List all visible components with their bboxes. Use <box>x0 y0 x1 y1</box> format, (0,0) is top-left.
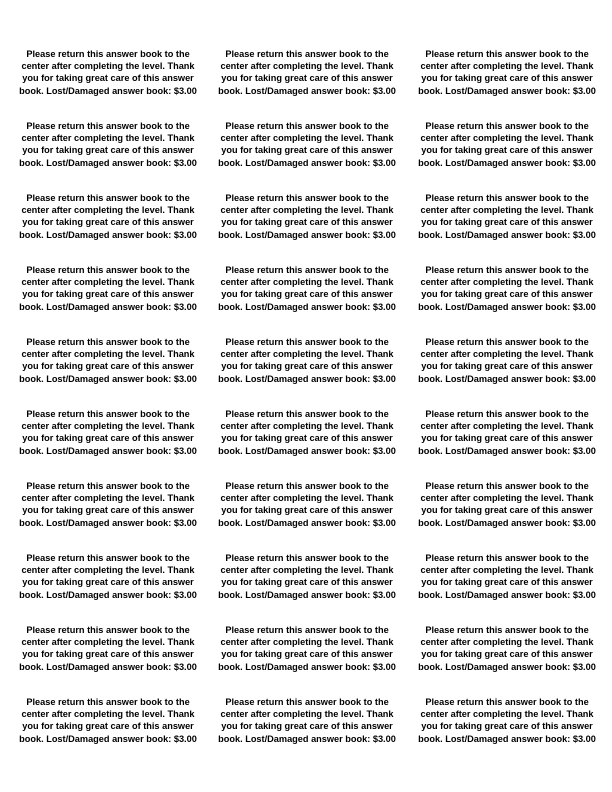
label-line-1: Please return this answer book to the <box>225 193 389 203</box>
label-text <box>414 624 600 673</box>
label-line-2: center after completing the level. Thank <box>220 205 394 216</box>
label-line-4: book. Lost/Damaged answer book: $3.00 <box>218 373 396 384</box>
label-line-3: you for taking great care of this answer <box>22 433 194 444</box>
label-text <box>214 552 400 601</box>
label-line-1: Please return this answer book to the <box>26 481 190 491</box>
label-line-1: Please return this answer book to the <box>425 409 589 419</box>
label-text <box>15 480 201 529</box>
label-line-1: Please return this answer book to the <box>225 49 389 59</box>
label-line-2: center after completing the level. Thank <box>21 349 195 360</box>
label-line-1: Please return this answer book to the <box>26 697 190 707</box>
label-line-2: center after completing the level. Thank <box>220 493 394 504</box>
label-line-4: book. Lost/Damaged answer book: $3.00 <box>218 157 396 168</box>
label-line-1: Please return this answer book to the <box>425 553 589 563</box>
answer-book-label <box>14 48 202 120</box>
answer-book-label <box>212 408 402 480</box>
label-line-3: you for taking great care of this answer <box>221 721 393 732</box>
label-line-1: Please return this answer book to the <box>425 49 589 59</box>
answer-book-label <box>212 48 402 120</box>
label-line-3: you for taking great care of this answer <box>421 577 593 588</box>
label-line-3: you for taking great care of this answer <box>421 721 593 732</box>
label-line-3: you for taking great care of this answer <box>221 289 393 300</box>
label-line-2: center after completing the level. Thank <box>220 421 394 432</box>
label-text <box>214 120 400 169</box>
label-line-1: Please return this answer book to the <box>425 481 589 491</box>
answer-book-label <box>14 336 202 408</box>
label-line-4: book. Lost/Damaged answer book: $3.00 <box>218 301 396 312</box>
answer-book-label <box>412 552 602 624</box>
label-line-3: you for taking great care of this answer <box>221 145 393 156</box>
answer-book-label <box>14 192 202 264</box>
label-line-1: Please return this answer book to the <box>26 553 190 563</box>
label-text <box>15 696 201 745</box>
label-line-1: Please return this answer book to the <box>26 121 190 131</box>
label-line-4: book. Lost/Damaged answer book: $3.00 <box>218 661 396 672</box>
label-line-2: center after completing the level. Thank <box>21 421 195 432</box>
answer-book-label <box>14 552 202 624</box>
label-line-1: Please return this answer book to the <box>26 193 190 203</box>
label-line-2: center after completing the level. Thank <box>21 205 195 216</box>
label-line-4: book. Lost/Damaged answer book: $3.00 <box>19 589 197 600</box>
answer-book-label <box>212 336 402 408</box>
label-line-4: book. Lost/Damaged answer book: $3.00 <box>19 157 197 168</box>
answer-book-label <box>212 696 402 768</box>
label-line-2: center after completing the level. Thank <box>420 61 594 72</box>
label-line-3: you for taking great care of this answer <box>22 505 194 516</box>
label-line-2: center after completing the level. Thank <box>220 277 394 288</box>
answer-book-label <box>412 408 602 480</box>
label-line-3: you for taking great care of this answer <box>22 73 194 84</box>
label-line-3: you for taking great care of this answer <box>421 73 593 84</box>
label-line-4: book. Lost/Damaged answer book: $3.00 <box>19 733 197 744</box>
label-text <box>15 408 201 457</box>
label-line-3: you for taking great care of this answer <box>22 361 194 372</box>
answer-book-label <box>14 120 202 192</box>
label-text <box>214 48 400 97</box>
label-line-4: book. Lost/Damaged answer book: $3.00 <box>218 229 396 240</box>
label-line-3: you for taking great care of this answer <box>221 577 393 588</box>
label-line-4: book. Lost/Damaged answer book: $3.00 <box>218 733 396 744</box>
label-line-1: Please return this answer book to the <box>26 265 190 275</box>
label-text <box>214 408 400 457</box>
label-line-4: book. Lost/Damaged answer book: $3.00 <box>418 85 596 96</box>
label-text <box>214 336 400 385</box>
label-line-1: Please return this answer book to the <box>225 625 389 635</box>
label-line-3: you for taking great care of this answer <box>421 433 593 444</box>
label-line-2: center after completing the level. Thank <box>220 709 394 720</box>
label-line-2: center after completing the level. Thank <box>21 277 195 288</box>
label-line-1: Please return this answer book to the <box>225 481 389 491</box>
label-line-3: you for taking great care of this answer <box>221 649 393 660</box>
label-line-1: Please return this answer book to the <box>425 121 589 131</box>
label-line-3: you for taking great care of this answer <box>221 433 393 444</box>
answer-book-label <box>412 120 602 192</box>
label-text <box>414 696 600 745</box>
label-line-3: you for taking great care of this answer <box>421 505 593 516</box>
label-text <box>214 696 400 745</box>
label-line-2: center after completing the level. Thank <box>220 565 394 576</box>
answer-book-label <box>412 336 602 408</box>
label-line-3: you for taking great care of this answer <box>421 217 593 228</box>
label-text <box>214 480 400 529</box>
label-text <box>15 192 201 241</box>
label-line-3: you for taking great care of this answer <box>221 73 393 84</box>
label-text <box>15 336 201 385</box>
label-text <box>414 264 600 313</box>
label-line-4: book. Lost/Damaged answer book: $3.00 <box>418 733 596 744</box>
answer-book-label <box>412 624 602 696</box>
label-text <box>15 552 201 601</box>
answer-book-label <box>412 48 602 120</box>
label-text <box>414 552 600 601</box>
label-text <box>214 624 400 673</box>
label-text <box>414 120 600 169</box>
label-line-4: book. Lost/Damaged answer book: $3.00 <box>218 517 396 528</box>
label-line-1: Please return this answer book to the <box>425 697 589 707</box>
label-line-1: Please return this answer book to the <box>26 337 190 347</box>
label-line-3: you for taking great care of this answer <box>22 649 194 660</box>
answer-book-label <box>212 120 402 192</box>
label-line-3: you for taking great care of this answer <box>421 361 593 372</box>
answer-book-label <box>14 480 202 552</box>
label-line-4: book. Lost/Damaged answer book: $3.00 <box>418 661 596 672</box>
label-line-2: center after completing the level. Thank <box>21 493 195 504</box>
answer-book-label <box>212 624 402 696</box>
label-line-4: book. Lost/Damaged answer book: $3.00 <box>19 229 197 240</box>
label-line-4: book. Lost/Damaged answer book: $3.00 <box>418 157 596 168</box>
label-line-1: Please return this answer book to the <box>225 697 389 707</box>
label-line-1: Please return this answer book to the <box>26 409 190 419</box>
label-line-4: book. Lost/Damaged answer book: $3.00 <box>19 445 197 456</box>
label-line-1: Please return this answer book to the <box>425 265 589 275</box>
label-line-3: you for taking great care of this answer <box>421 289 593 300</box>
label-line-2: center after completing the level. Thank <box>21 133 195 144</box>
label-line-4: book. Lost/Damaged answer book: $3.00 <box>418 589 596 600</box>
label-line-3: you for taking great care of this answer <box>221 505 393 516</box>
label-text <box>414 48 600 97</box>
label-text <box>15 48 201 97</box>
label-line-2: center after completing the level. Thank <box>220 133 394 144</box>
label-text <box>414 480 600 529</box>
label-line-4: book. Lost/Damaged answer book: $3.00 <box>19 661 197 672</box>
label-line-3: you for taking great care of this answer <box>22 577 194 588</box>
label-line-4: book. Lost/Damaged answer book: $3.00 <box>218 589 396 600</box>
label-line-3: you for taking great care of this answer <box>221 217 393 228</box>
label-line-1: Please return this answer book to the <box>425 337 589 347</box>
label-line-3: you for taking great care of this answer <box>421 649 593 660</box>
label-line-3: you for taking great care of this answer <box>421 145 593 156</box>
answer-book-label <box>14 696 202 768</box>
label-line-2: center after completing the level. Thank <box>420 493 594 504</box>
label-line-1: Please return this answer book to the <box>225 409 389 419</box>
label-line-4: book. Lost/Damaged answer book: $3.00 <box>19 85 197 96</box>
label-line-4: book. Lost/Damaged answer book: $3.00 <box>418 517 596 528</box>
label-line-3: you for taking great care of this answer <box>22 721 194 732</box>
label-text <box>414 336 600 385</box>
label-line-2: center after completing the level. Thank <box>220 349 394 360</box>
label-line-2: center after completing the level. Thank <box>220 61 394 72</box>
label-line-2: center after completing the level. Thank <box>420 349 594 360</box>
label-line-2: center after completing the level. Thank <box>220 637 394 648</box>
label-line-3: you for taking great care of this answer <box>22 217 194 228</box>
label-line-1: Please return this answer book to the <box>26 625 190 635</box>
label-line-1: Please return this answer book to the <box>225 121 389 131</box>
label-line-4: book. Lost/Damaged answer book: $3.00 <box>19 373 197 384</box>
label-line-4: book. Lost/Damaged answer book: $3.00 <box>218 85 396 96</box>
label-line-2: center after completing the level. Thank <box>21 61 195 72</box>
label-line-1: Please return this answer book to the <box>225 265 389 275</box>
answer-book-label <box>212 264 402 336</box>
answer-book-label <box>412 264 602 336</box>
answer-book-label <box>14 264 202 336</box>
answer-book-label <box>212 192 402 264</box>
answer-book-label <box>412 696 602 768</box>
label-text <box>214 192 400 241</box>
label-text <box>414 408 600 457</box>
answer-book-label <box>212 480 402 552</box>
label-line-4: book. Lost/Damaged answer book: $3.00 <box>218 445 396 456</box>
label-line-2: center after completing the level. Thank <box>420 421 594 432</box>
label-line-2: center after completing the level. Thank <box>420 565 594 576</box>
label-text <box>15 624 201 673</box>
label-text <box>214 264 400 313</box>
answer-book-label <box>14 408 202 480</box>
label-line-4: book. Lost/Damaged answer book: $3.00 <box>418 373 596 384</box>
label-line-4: book. Lost/Damaged answer book: $3.00 <box>19 517 197 528</box>
label-line-2: center after completing the level. Thank <box>420 205 594 216</box>
label-text <box>15 120 201 169</box>
label-line-1: Please return this answer book to the <box>425 193 589 203</box>
label-line-1: Please return this answer book to the <box>26 49 190 59</box>
answer-book-label <box>14 624 202 696</box>
label-line-2: center after completing the level. Thank <box>420 709 594 720</box>
label-sheet <box>14 48 608 768</box>
label-line-2: center after completing the level. Thank <box>420 277 594 288</box>
answer-book-label <box>412 480 602 552</box>
label-text <box>414 192 600 241</box>
label-line-4: book. Lost/Damaged answer book: $3.00 <box>19 301 197 312</box>
label-line-1: Please return this answer book to the <box>225 337 389 347</box>
label-line-1: Please return this answer book to the <box>225 553 389 563</box>
label-line-4: book. Lost/Damaged answer book: $3.00 <box>418 229 596 240</box>
label-line-1: Please return this answer book to the <box>425 625 589 635</box>
label-line-3: you for taking great care of this answer <box>22 289 194 300</box>
label-line-2: center after completing the level. Thank <box>21 709 195 720</box>
answer-book-label <box>412 192 602 264</box>
label-line-3: you for taking great care of this answer <box>221 361 393 372</box>
label-line-2: center after completing the level. Thank <box>420 133 594 144</box>
label-line-3: you for taking great care of this answer <box>22 145 194 156</box>
label-line-2: center after completing the level. Thank <box>21 637 195 648</box>
label-text <box>15 264 201 313</box>
label-line-2: center after completing the level. Thank <box>420 637 594 648</box>
label-line-2: center after completing the level. Thank <box>21 565 195 576</box>
label-line-4: book. Lost/Damaged answer book: $3.00 <box>418 301 596 312</box>
answer-book-label <box>212 552 402 624</box>
label-line-4: book. Lost/Damaged answer book: $3.00 <box>418 445 596 456</box>
